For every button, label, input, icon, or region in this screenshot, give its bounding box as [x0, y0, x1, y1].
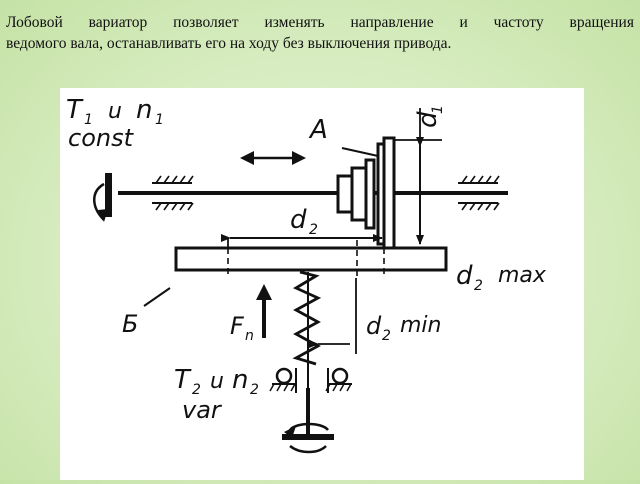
disc-a: [338, 138, 394, 250]
shift-arrow: [240, 151, 306, 165]
svg-text:d: d: [366, 312, 382, 340]
svg-text:T: T: [66, 95, 82, 125]
input-torque-label: [66, 95, 164, 152]
caption: [6, 12, 634, 54]
d2-max-label: [456, 261, 547, 294]
label-b: Б: [122, 310, 139, 338]
svg-text:1: 1: [84, 112, 93, 128]
caption-line-2: ведомого вала, останавливать его на ходу без выключения привода.: [6, 35, 452, 52]
force-arrow: [230, 284, 272, 344]
disc-b: [144, 240, 446, 306]
variator-diagram: [60, 88, 584, 480]
svg-text:n: n: [245, 328, 254, 344]
svg-text:u: u: [108, 99, 122, 124]
output-torque-label: [174, 365, 259, 424]
svg-text:F: F: [230, 312, 244, 340]
svg-text:u: u: [210, 369, 224, 394]
svg-text:min: min: [400, 313, 442, 338]
svg-text:1: 1: [430, 105, 446, 114]
output-shaft: [282, 388, 334, 452]
svg-text:d: d: [413, 111, 443, 128]
svg-text:2: 2: [192, 382, 201, 398]
svg-text:n: n: [136, 95, 153, 125]
svg-text:d: d: [290, 205, 307, 235]
svg-text:2: 2: [474, 278, 483, 294]
const-label: const: [68, 124, 134, 152]
d2-min-dimension: [318, 278, 442, 354]
output-bearings: [270, 368, 352, 393]
svg-text:n: n: [232, 365, 249, 395]
svg-text:d: d: [456, 261, 473, 291]
caption-line-1: Лобовой вариатор позволяет изменять направление и частоту вращения: [6, 14, 634, 31]
svg-text:2: 2: [250, 382, 259, 398]
d1-dimension: [394, 105, 446, 248]
var-label: var: [182, 396, 221, 424]
svg-text:2: 2: [382, 328, 391, 344]
spring: [296, 272, 318, 388]
svg-text:T: T: [174, 365, 190, 395]
svg-text:2: 2: [309, 222, 318, 238]
label-a: A: [310, 115, 328, 145]
variator-schematic: [60, 88, 584, 480]
svg-text:max: max: [498, 263, 546, 288]
svg-text:1: 1: [155, 112, 164, 128]
